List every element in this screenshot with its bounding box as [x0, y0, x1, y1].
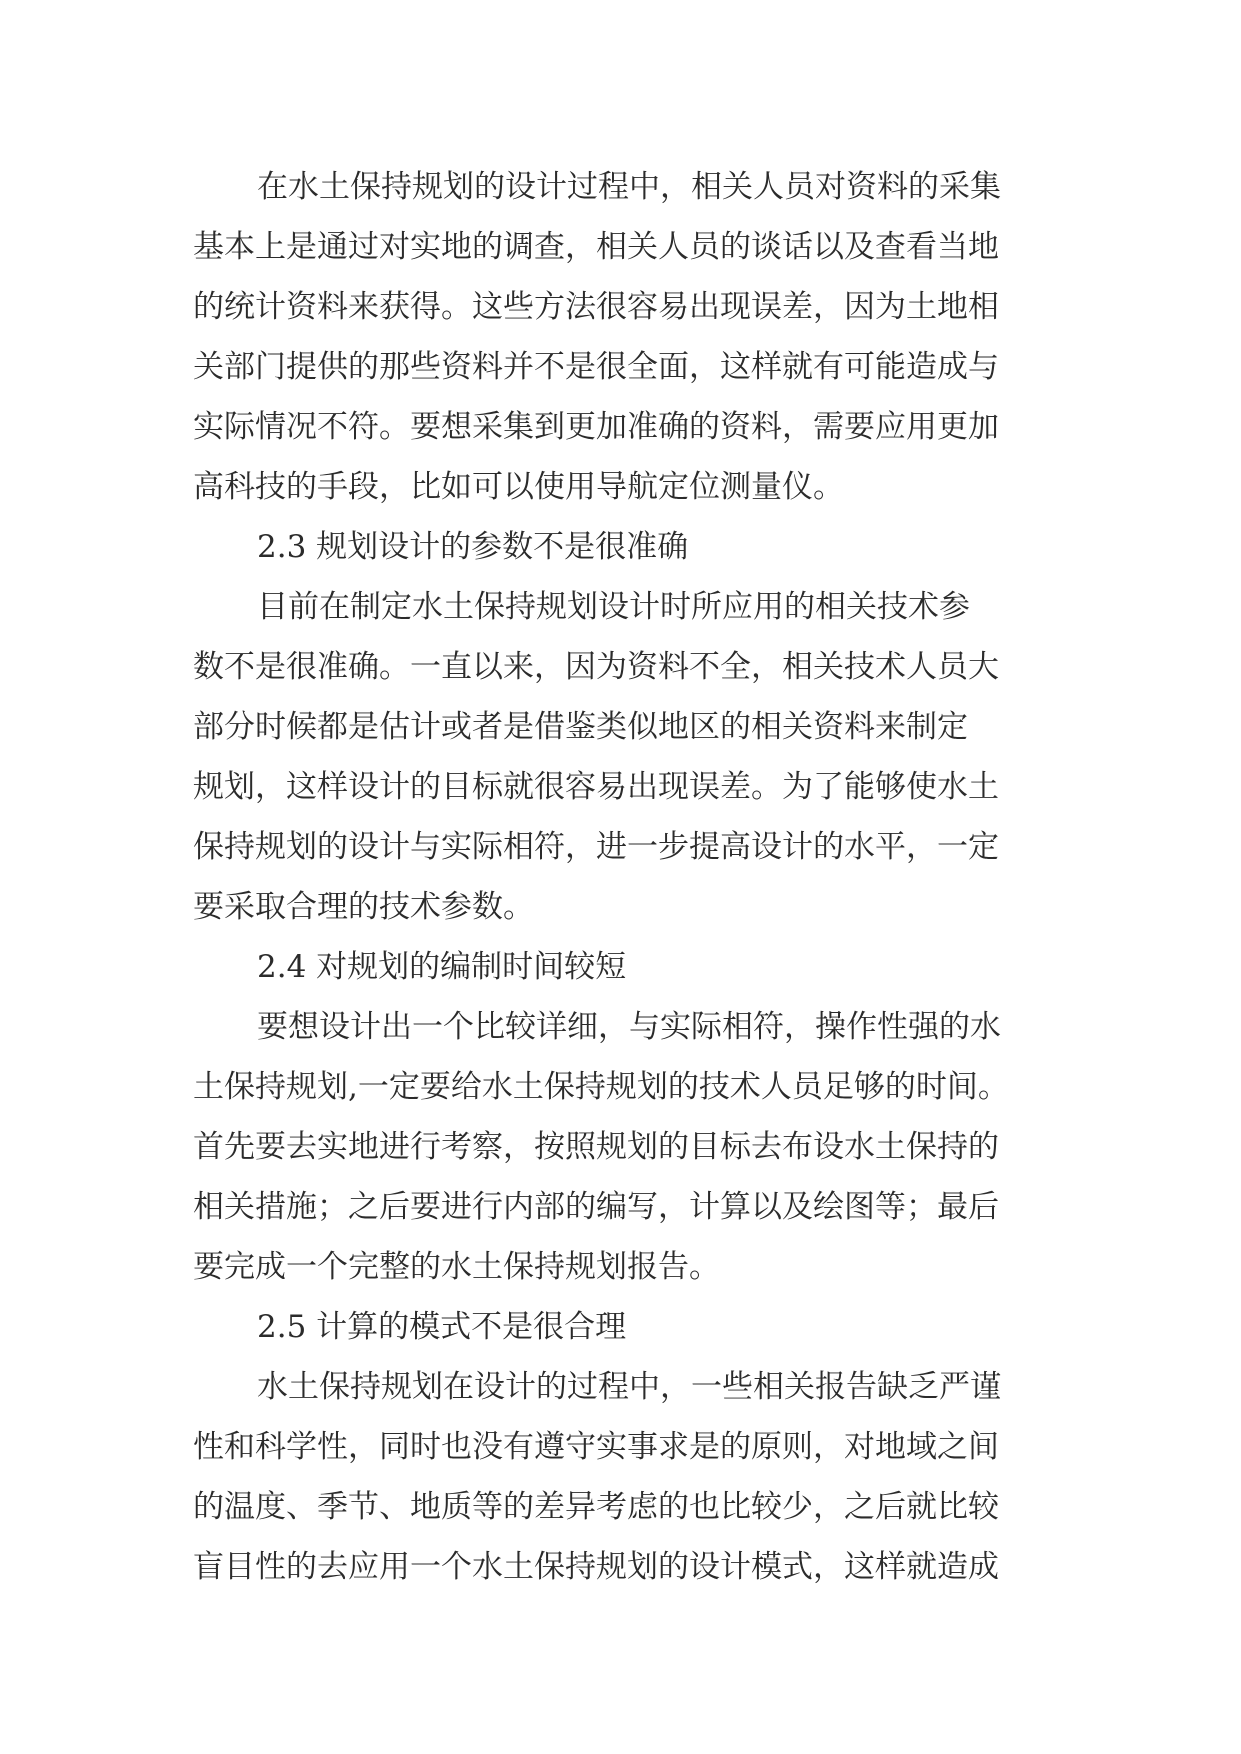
text-line: 实际情况不符。要想采集到更加准确的资料，需要应用更加 — [193, 409, 999, 445]
text-line: 数不是很准确。一直以来，因为资料不全，相关技术人员大 — [193, 649, 999, 685]
section-heading: 2.4 对规划的编制时间较短 — [257, 949, 627, 985]
text-line: 土保持规划,一定要给水土保持规划的技术人员足够的时间。 — [193, 1069, 1009, 1105]
text-line: 相关措施；之后要进行内部的编写，计算以及绘图等；最后 — [193, 1189, 999, 1225]
text-line: 部分时候都是估计或者是借鉴类似地区的相关资料来制定 — [193, 709, 968, 745]
text-line: 水土保持规划在设计的过程中，一些相关报告缺乏严谨 — [257, 1369, 1001, 1405]
text-line: 要采取合理的技术参数。 — [193, 889, 534, 925]
text-line: 保持规划的设计与实际相符，进一步提高设计的水平，一定 — [193, 829, 999, 865]
text-line: 规划，这样设计的目标就很容易出现误差。为了能够使水土 — [193, 769, 999, 805]
text-line: 要想设计出一个比较详细，与实际相符，操作性强的水 — [257, 1009, 1001, 1045]
text-line: 高科技的手段，比如可以使用导航定位测量仪。 — [193, 469, 844, 505]
text-line: 要完成一个完整的水土保持规划报告。 — [193, 1249, 720, 1285]
text-line: 首先要去实地进行考察，按照规划的目标去布设水土保持的 — [193, 1129, 999, 1165]
text-line: 的温度、季节、地质等的差异考虑的也比较少，之后就比较 — [193, 1489, 999, 1525]
text-line: 目前在制定水土保持规划设计时所应用的相关技术参 — [257, 589, 970, 625]
section-heading: 2.5 计算的模式不是很合理 — [257, 1309, 627, 1345]
text-line: 在水土保持规划的设计过程中，相关人员对资料的采集 — [257, 169, 1001, 205]
text-line: 的统计资料来获得。这些方法很容易出现误差，因为土地相 — [193, 289, 999, 325]
text-line: 基本上是通过对实地的调查，相关人员的谈话以及查看当地 — [193, 229, 999, 265]
text-line: 性和科学性，同时也没有遵守实事求是的原则，对地域之间 — [193, 1429, 999, 1465]
text-line: 盲目性的去应用一个水土保持规划的设计模式，这样就造成 — [193, 1549, 999, 1585]
section-heading: 2.3 规划设计的参数不是很准确 — [257, 529, 689, 565]
text-line: 关部门提供的那些资料并不是很全面，这样就有可能造成与 — [193, 349, 999, 385]
